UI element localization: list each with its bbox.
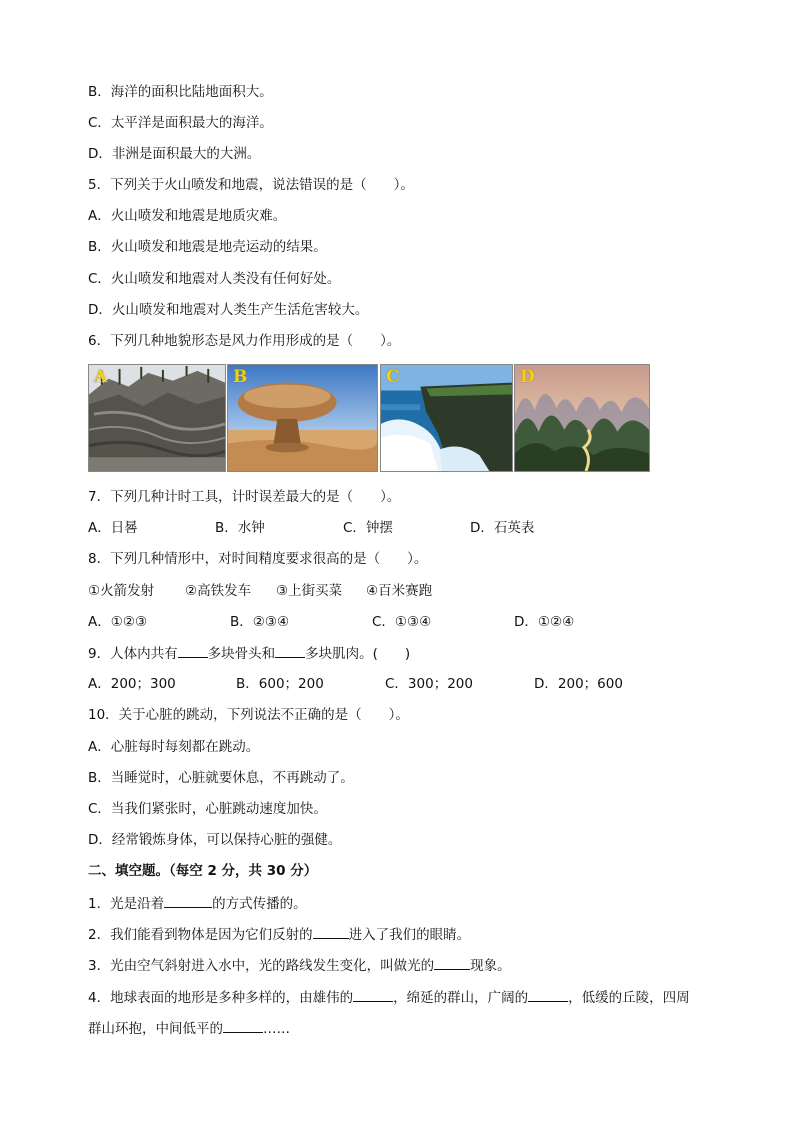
q8-item-2: ②高铁发车 — [185, 583, 252, 599]
q10-stem: 10．关于心脏的跳动，下列说法不正确的是（ ）。 — [88, 707, 409, 723]
q8-options — [88, 612, 708, 632]
fill-q1-part-2: 的方式传播的。 — [212, 896, 307, 912]
q8-option-c: C．①③④ — [372, 614, 432, 630]
fill-q3-blank — [434, 955, 470, 970]
sea-cliff-photo — [381, 365, 512, 471]
fill-q4-blank-2 — [528, 987, 568, 1002]
q5-option-d: D．火山喷发和地震对人类生产生活危害较大。 — [88, 302, 369, 318]
q6-image-b — [227, 364, 378, 472]
q9-blank-2 — [275, 643, 305, 658]
fill-q3-part-1: 3．光由空气斜射进入水中，光的路线发生变化，叫做光的 — [88, 958, 435, 974]
q10-option-a: A．心脏每时每刻都在跳动。 — [88, 739, 260, 755]
q9-option-c: C．300；200 — [385, 676, 473, 692]
q4-option-c: C．太平洋是面积最大的海洋。 — [88, 115, 273, 131]
fill-q4-blank-1 — [353, 987, 393, 1002]
fill-q4-part-4: 群山环抱，中间低平的 — [88, 1021, 223, 1037]
q9-blank-1 — [178, 643, 208, 658]
fill-q1 — [88, 893, 307, 914]
q10-option-c: C．当我们紧张时，心脏跳动速度加快。 — [88, 801, 327, 817]
fill-q2-part-1: 2．我们能看到物体是因为它们反射的 — [88, 927, 313, 943]
q9-option-d: D．200；600 — [534, 676, 623, 692]
fill-q4-part-5: …… — [263, 1021, 290, 1037]
section-heading-fill-in: 二、填空题。（每空 2 分，共 30 分） — [88, 863, 318, 879]
q8-stem: 8．下列几种情形中，对时间精度要求很高的是（ ）。 — [88, 551, 428, 567]
q9-stem-part-3: 多块肌肉。( ) — [305, 646, 411, 662]
q7-option-d: D．石英表 — [470, 520, 535, 536]
q8-option-d: D．①②④ — [514, 614, 575, 630]
q5-option-a: A．火山喷发和地震是地质灾难。 — [88, 208, 287, 224]
q5-option-b: B．火山喷发和地震是地壳运动的结果。 — [88, 239, 327, 255]
q4-option-b: B．海洋的面积比陆地面积大。 — [88, 84, 273, 100]
q7-option-a: A．日晷 — [88, 520, 138, 536]
q6-image-c — [380, 364, 513, 472]
q4-option-d: D．非洲是面积最大的大洲。 — [88, 146, 261, 162]
karst-hills-photo — [515, 365, 649, 471]
rock-cliff-photo — [89, 365, 225, 471]
q6-image-c-label: C — [386, 367, 400, 387]
q6-stem: 6．下列几种地貌形态是风力作用形成的是（ ）。 — [88, 333, 401, 349]
q9-stem-part-2: 多块骨头和 — [207, 646, 276, 662]
q9-options — [88, 674, 708, 694]
q7-stem: 7．下列几种计时工具，计时误差最大的是（ ）。 — [88, 489, 401, 505]
q9-stem — [88, 643, 410, 664]
fill-q4-blank-3 — [223, 1018, 263, 1033]
q6-image-d — [514, 364, 650, 472]
fill-q3-part-2: 现象。 — [470, 958, 511, 974]
q9-stem-part-1: 9．人体内共有 — [88, 646, 178, 662]
fill-q1-blank — [164, 893, 212, 908]
fill-q4-part-2: ，绵延的群山，广阔的 — [393, 990, 529, 1006]
q6-image-a — [88, 364, 226, 472]
mushroom-rock-photo — [228, 365, 377, 471]
q8-item-4: ④百米赛跑 — [366, 583, 433, 599]
q8-item-1: ①火箭发射 — [88, 583, 155, 599]
fill-q4-part-3: ，低缓的丘陵，四周 — [568, 990, 690, 1006]
q6-image-a-label: A — [94, 367, 108, 387]
q6-image-b-label: B — [233, 367, 248, 387]
q5-stem: 5．下列关于火山喷发和地震，说法错误的是（ ）。 — [88, 177, 414, 193]
fill-q1-part-1: 1．光是沿着 — [88, 896, 165, 912]
q9-option-a: A．200；300 — [88, 676, 176, 692]
q5-option-c: C．火山喷发和地震对人类没有任何好处。 — [88, 271, 341, 287]
fill-q2 — [88, 924, 470, 945]
fill-q4 — [88, 987, 690, 1008]
q7-option-c: C．钟摆 — [343, 520, 393, 536]
q6-image-d-label: D — [520, 367, 535, 387]
q8-option-b: B．②③④ — [230, 614, 290, 630]
q8-item-3: ③上街买菜 — [276, 583, 343, 599]
fill-q2-blank — [313, 924, 349, 939]
q7-options — [88, 518, 708, 538]
q10-option-b: B．当睡觉时，心脏就要休息，不再跳动了。 — [88, 770, 354, 786]
q8-option-a: A．①②③ — [88, 614, 148, 630]
fill-q2-part-2: 进入了我们的眼睛。 — [348, 927, 471, 943]
q10-option-d: D．经常锻炼身体，可以保持心脏的强健。 — [88, 832, 342, 848]
fill-q4-continued — [88, 1018, 290, 1039]
q7-option-b: B．水钟 — [215, 520, 265, 536]
fill-q4-part-1: 4．地球表面的地形是多种多样的，由雄伟的 — [88, 990, 354, 1006]
fill-q3 — [88, 955, 511, 976]
q8-items — [88, 581, 708, 601]
q9-option-b: B．600；200 — [236, 676, 324, 692]
